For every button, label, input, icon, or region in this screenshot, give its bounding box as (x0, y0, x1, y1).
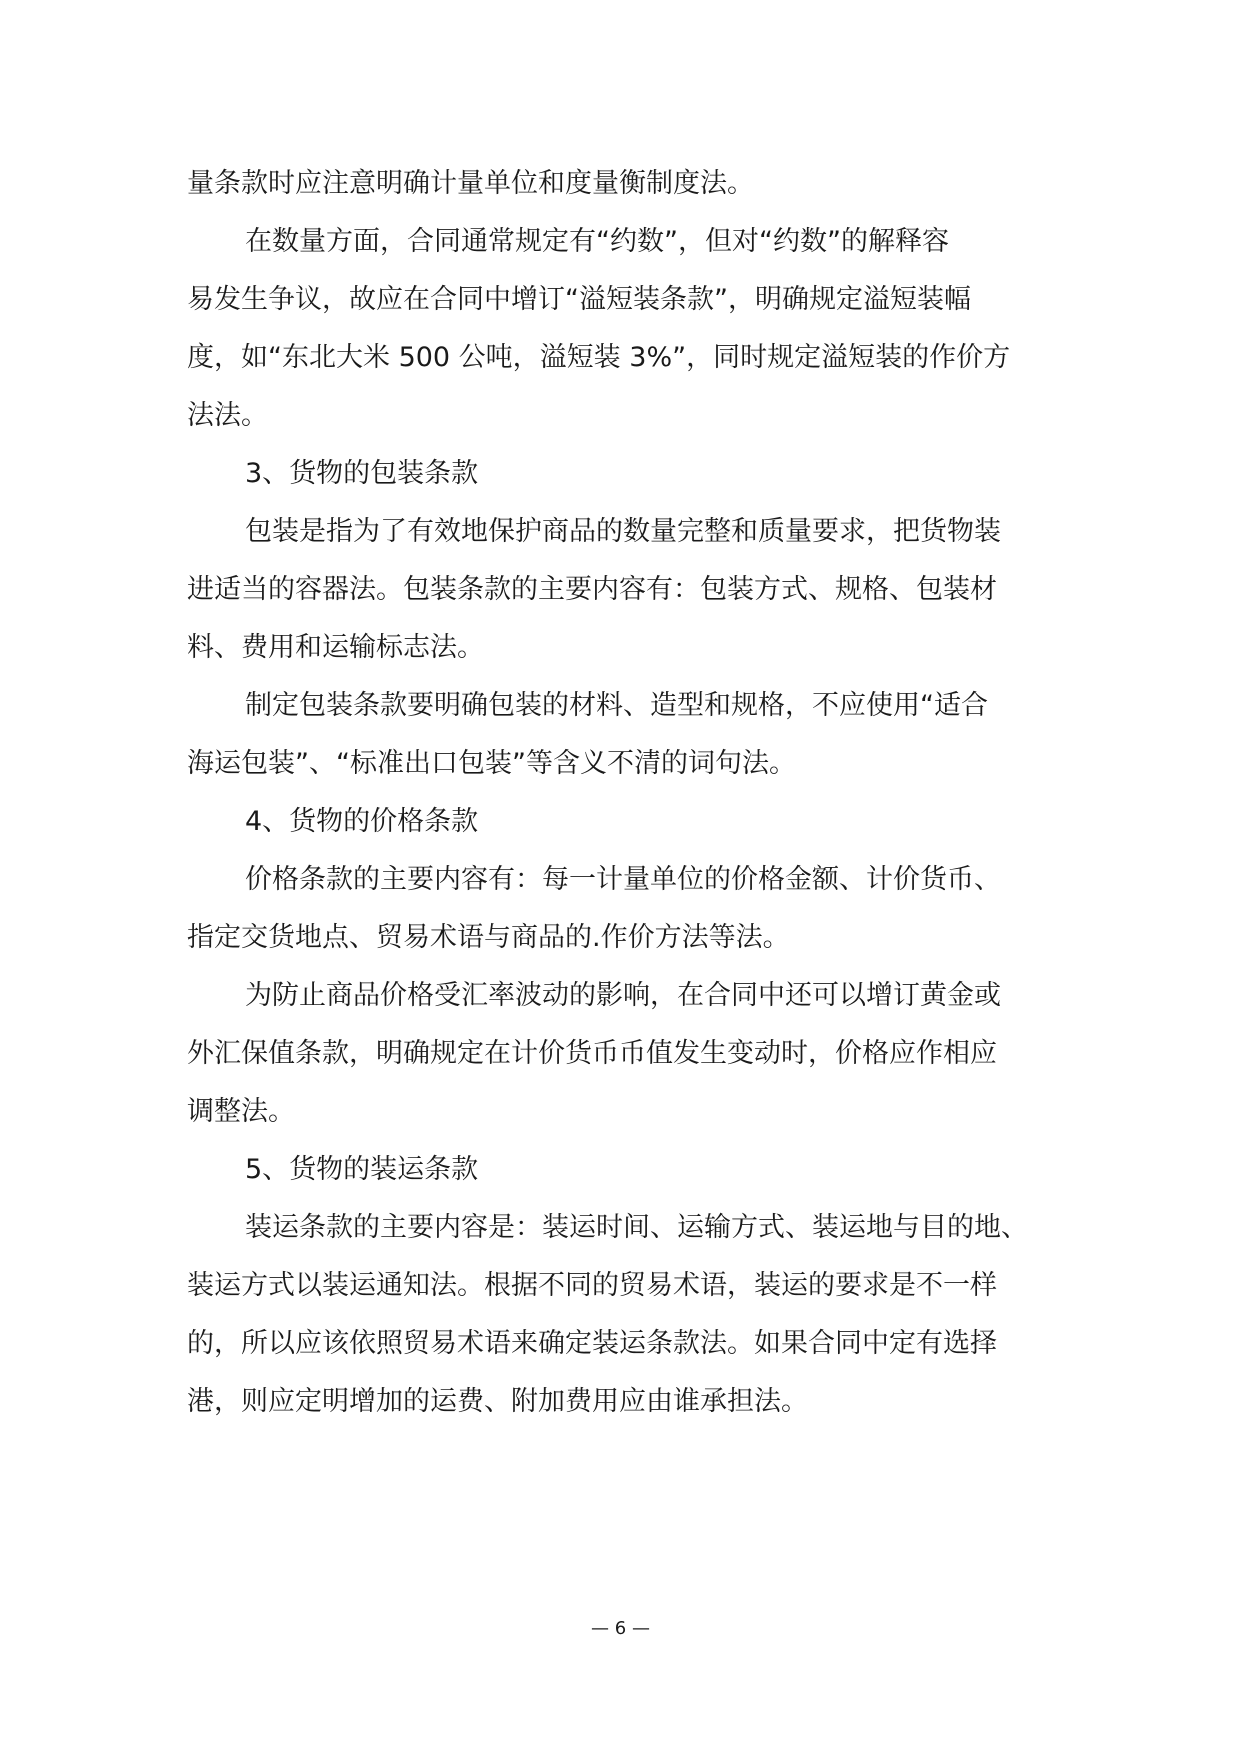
text-line: 在数量方面，合同通常规定有“约数”，但对“约数”的解释容 (245, 226, 949, 257)
text-line: 装运条款的主要内容是：装运时间、运输方式、装运地与目的地、 (245, 1212, 1028, 1243)
text-line: 海运包装”、“标准出口包装”等含义不清的词句法。 (187, 748, 796, 779)
text-line: 调整法。 (187, 1096, 295, 1127)
text-line: 料、费用和运输标志法。 (187, 632, 484, 663)
body-text (187, 155, 1057, 1431)
text-line: 装运方式以装运通知法。根据不同的贸易术语，装运的要求是不一样 (187, 1270, 997, 1301)
text-line: 包装是指为了有效地保护商品的数量完整和质量要求，把货物装 (245, 516, 1001, 547)
text-line: 的，所以应该依照贸易术语来确定装运条款法。如果合同中定有选择 (187, 1328, 997, 1359)
text-line: 进适当的容器法。包装条款的主要内容有：包装方式、规格、包装材 (187, 574, 997, 605)
page-number: — 6 — (591, 1618, 650, 1639)
text-line: 价格条款的主要内容有：每一计量单位的价格金额、计价货币、 (245, 864, 1001, 895)
text-line: 为防止商品价格受汇率波动的影响，在合同中还可以增订黄金或 (245, 980, 1001, 1011)
text-line: 指定交货地点、贸易术语与商品的.作价方法等法。 (187, 922, 790, 953)
text-line: 外汇保值条款，明确规定在计价货币币值发生变动时，价格应作相应 (187, 1038, 997, 1069)
section-heading: 5、货物的装运条款 (245, 1154, 479, 1185)
text-line: 易发生争议，故应在合同中增订“溢短装条款”，明确规定溢短装幅 (187, 284, 971, 315)
text-line: 法法。 (187, 400, 268, 431)
section-heading: 4、货物的价格条款 (245, 806, 479, 837)
text-line: 度，如“东北大米 500 公吨，溢短装 3%”，同时规定溢短装的作价方 (187, 342, 1011, 373)
text-line: 港，则应定明增加的运费、附加费用应由谁承担法。 (187, 1386, 808, 1417)
text-line: 量条款时应注意明确计量单位和度量衡制度法。 (187, 168, 754, 199)
section-heading: 3、货物的包装条款 (245, 458, 479, 489)
text-line: 制定包装条款要明确包装的材料、造型和规格，不应使用“适合 (245, 690, 988, 721)
